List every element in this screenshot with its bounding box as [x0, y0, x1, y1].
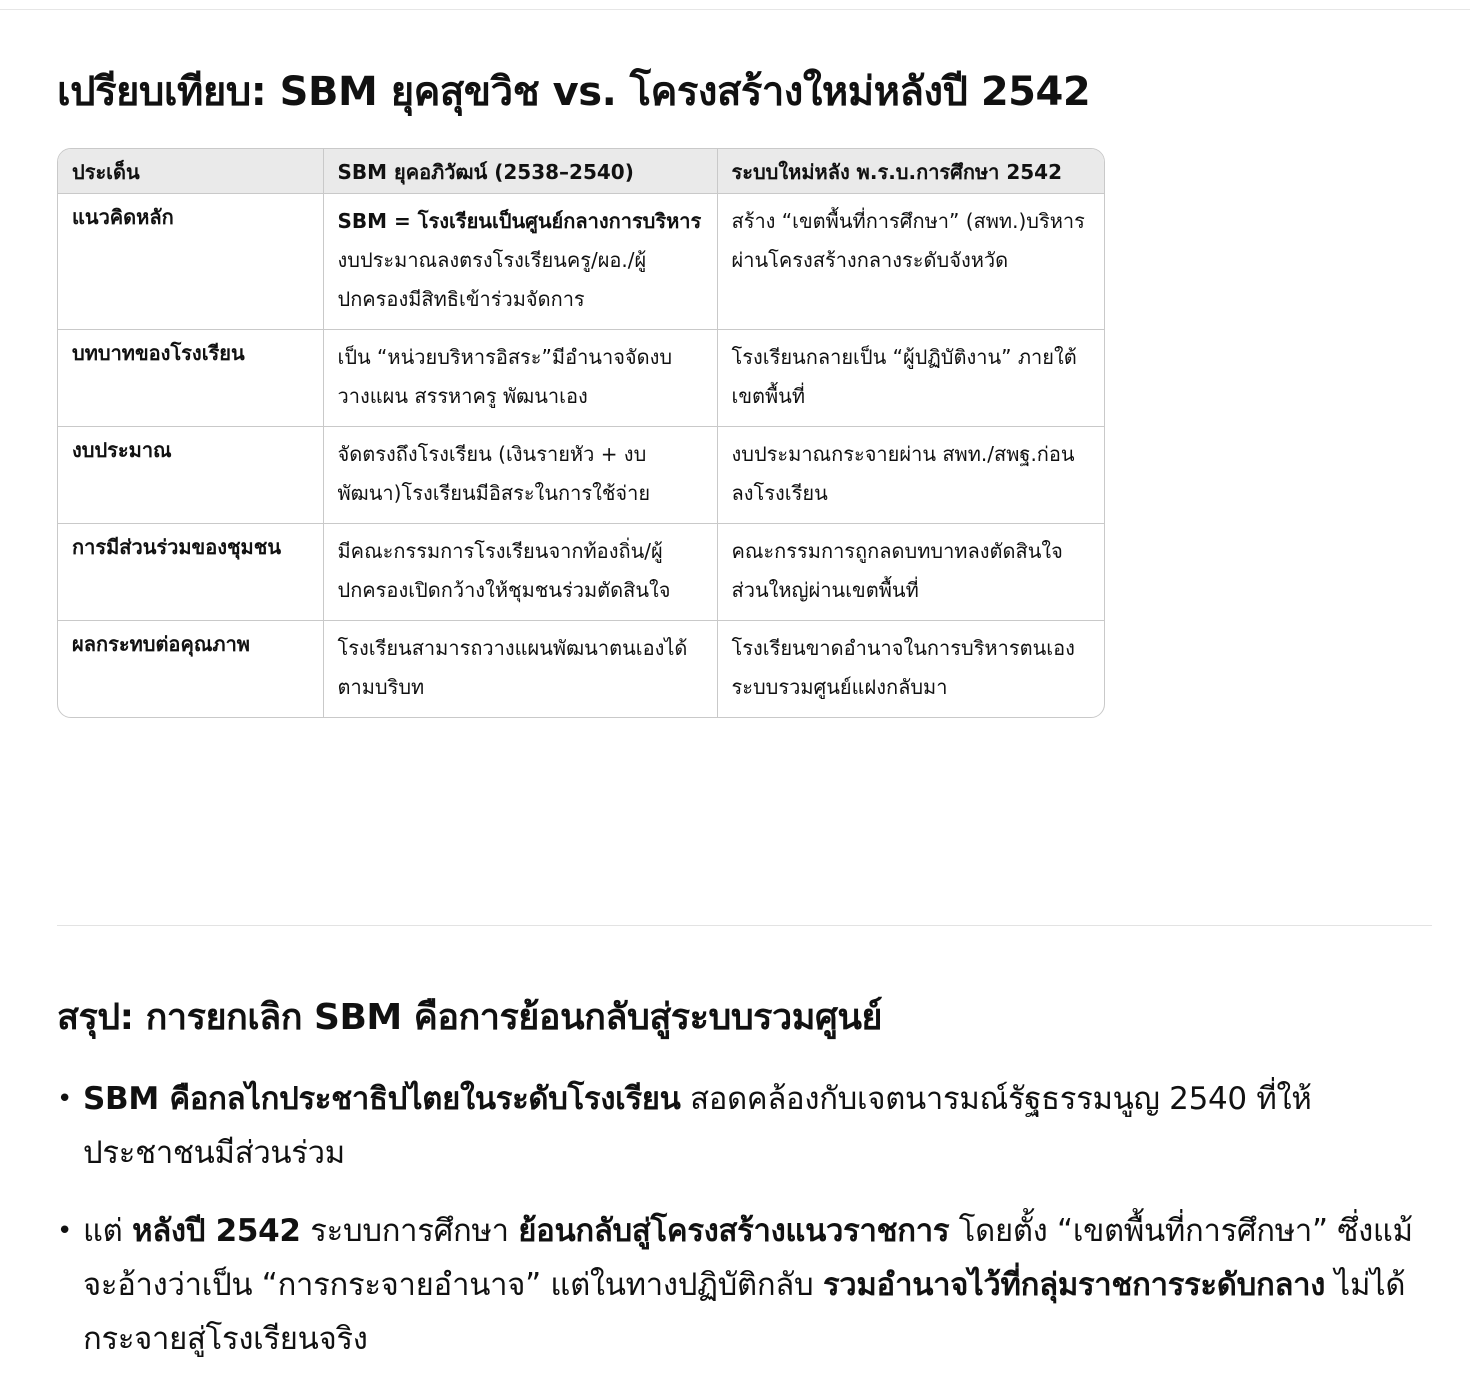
table-row — [58, 621, 1104, 718]
row-new: สร้าง “เขตพื้นที่การศึกษา” (สพท.)บริหารผ่านโครงสร้างกลางระดับจังหวัด — [717, 194, 1104, 330]
bullet2-bold-2: ย้อนกลับสู่โครงสร้างแนวราชการ — [518, 1213, 950, 1249]
row-new: งบประมาณกระจายผ่าน สพท./สพฐ.ก่อนลงโรงเรียน — [717, 427, 1104, 524]
top-divider — [0, 9, 1470, 10]
row-sbm — [323, 194, 717, 330]
row-sbm: มีคณะกรรมการโรงเรียนจากท้องถิ่น/ผู้ปกครองเปิดกว้างให้ชุมชนร่วมตัดสินใจ — [323, 524, 717, 621]
bullet2-text-4: ไม่ได้กระจายสู่โรงเรียนจริง — [83, 1267, 1406, 1357]
bullet1-text: สอดคล้องกับเจตนารมณ์รัฐธรรมนูญ 2540 ที่ให้ประชาชนมีส่วนร่วม — [83, 1081, 1312, 1171]
header-new-system: ระบบใหม่หลัง พ.ร.บ.การศึกษา 2542 — [717, 149, 1104, 194]
bullet2-text-2: ระบบการศึกษา — [300, 1213, 519, 1249]
table-row — [58, 330, 1104, 427]
row-sbm: เป็น “หน่วยบริหารอิสระ”มีอำนาจจัดงบ วางแผน สรรหาครู พัฒนาเอง — [323, 330, 717, 427]
summary-list — [57, 1072, 1432, 1390]
table-row — [58, 524, 1104, 621]
row-sbm: โรงเรียนสามารถวางแผนพัฒนาตนเองได้ตามบริบท — [323, 621, 717, 718]
section-divider — [57, 925, 1432, 926]
bullet2-text-3: โดยตั้ง “เขตพื้นที่การศึกษา” ซึ่งแม้จะอ้างว่าเป็น “การกระจายอำนาจ” แต่ในทางปฏิบัติกลับ — [83, 1213, 1413, 1303]
row-new: โรงเรียนกลายเป็น “ผู้ปฏิบัติงาน” ภายใต้เขตพื้นที่ — [717, 330, 1104, 427]
row-sbm: จัดตรงถึงโรงเรียน (เงินรายหัว + งบพัฒนา)โรงเรียนมีอิสระในการใช้จ่าย — [323, 427, 717, 524]
summary-heading: สรุป: การยกเลิก SBM คือการย้อนกลับสู่ระบบรวมศูนย์ — [57, 997, 883, 1038]
table-row — [58, 427, 1104, 524]
row-topic: ผลกระทบต่อคุณภาพ — [58, 621, 323, 718]
bullet2-bold-3: รวมอำนาจไว้ที่กลุ่มราชการระดับกลาง — [822, 1267, 1326, 1303]
comparison-table — [57, 148, 1105, 718]
header-topic: ประเด็น — [58, 149, 323, 194]
row-topic: บทบาทของโรงเรียน — [58, 330, 323, 427]
table-header-row — [58, 149, 1104, 194]
list-item — [57, 1072, 1432, 1180]
row-sbm-text: งบประมาณลงตรงโรงเรียนครู/ผอ./ผู้ปกครองมีสิทธิเข้าร่วมจัดการ — [337, 248, 647, 311]
row-topic: งบประมาณ — [58, 427, 323, 524]
bullet1-bold: SBM คือกลไกประชาธิปไตยในระดับโรงเรียน — [83, 1081, 681, 1117]
row-topic: การมีส่วนร่วมของชุมชน — [58, 524, 323, 621]
table-row — [58, 194, 1104, 330]
bullet-dot: • — [57, 1084, 73, 1114]
row-sbm-bold: SBM = โรงเรียนเป็นศูนย์กลางการบริหาร — [337, 209, 702, 233]
comparison-heading: เปรียบเทียบ: SBM ยุคสุขวิช vs. โครงสร้างใหม่หลังปี 2542 — [57, 69, 1091, 115]
bullet2-text-1: แต่ — [83, 1213, 133, 1249]
list-item — [57, 1204, 1432, 1366]
bullet2-bold-1: หลังปี 2542 — [132, 1213, 301, 1249]
bullet-dot: • — [57, 1216, 73, 1246]
header-sbm: SBM ยุคอภิวัฒน์ (2538–2540) — [323, 149, 717, 194]
row-topic: แนวคิดหลัก — [58, 194, 323, 330]
row-new: โรงเรียนขาดอำนาจในการบริหารตนเองระบบรวมศูนย์แฝงกลับมา — [731, 636, 1075, 699]
row-new: คณะกรรมการถูกลดบทบาทลงตัดสินใจส่วนใหญ่ผ่านเขตพื้นที่ — [717, 524, 1104, 621]
